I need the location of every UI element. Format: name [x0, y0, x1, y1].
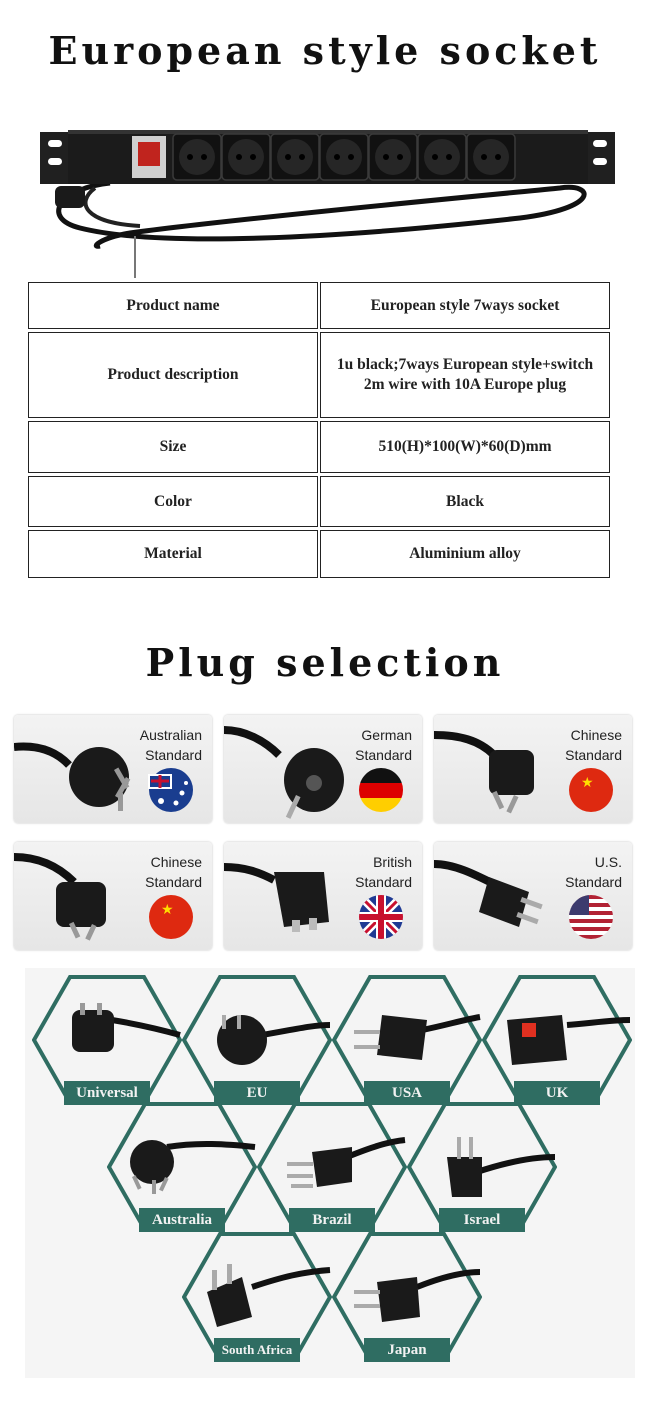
- hex-south-africa: [182, 1232, 332, 1362]
- spec-label-product-description: Product description: [28, 332, 318, 418]
- hex-label: USA: [364, 1081, 450, 1105]
- plug-card-german: German Standard: [224, 715, 422, 823]
- hex-label: Australia: [139, 1208, 225, 1232]
- hex-label: Israel: [439, 1208, 525, 1232]
- spec-value-size: 510(H)*100(W)*60(D)mm: [320, 421, 610, 473]
- hex-brazil: [257, 1102, 407, 1232]
- plug-card-british: British Standard: [224, 842, 422, 950]
- china-flag-icon: [569, 768, 613, 812]
- uk-flag-icon: [359, 895, 403, 939]
- spec-label-product-name: Product name: [28, 282, 318, 329]
- germany-flag-icon: [359, 768, 403, 813]
- hex-universal: [32, 975, 182, 1105]
- hex-usa: [332, 975, 482, 1105]
- hex-australia: [107, 1102, 257, 1232]
- pdu-socket-image: [40, 128, 615, 278]
- page-title: European style socket: [48, 28, 602, 73]
- hex-japan: [332, 1232, 482, 1362]
- hex-label: EU: [214, 1081, 300, 1105]
- spec-value-product-name: European style 7ways socket: [320, 282, 610, 329]
- usa-flag-icon: [569, 895, 613, 939]
- spec-value-material: Aluminium alloy: [320, 530, 610, 578]
- spec-label-color: Color: [28, 476, 318, 527]
- plug-card-australian: Australian Standard: [14, 715, 212, 823]
- plug-card-us: U.S. Standard: [434, 842, 632, 950]
- hex-label: Universal: [64, 1081, 150, 1105]
- china-flag-icon: [149, 895, 193, 939]
- spec-value-product-description: 1u black;7ways European style+switch 2m wire with 10A Europe plug: [320, 332, 610, 418]
- hex-label: Japan: [364, 1338, 450, 1362]
- svg-text:★: ★: [581, 775, 594, 791]
- hex-israel: [407, 1102, 557, 1232]
- plug-selection-title: Plug selection: [145, 640, 505, 685]
- australia-flag-icon: [149, 768, 193, 812]
- hex-uk: [482, 975, 632, 1105]
- spec-label-size: Size: [28, 421, 318, 473]
- plug-card-chinese-1: ★ Chinese Standard: [434, 715, 632, 823]
- hex-label: Brazil: [289, 1208, 375, 1232]
- spec-value-color: Black: [320, 476, 610, 527]
- svg-text:★: ★: [161, 902, 174, 918]
- plug-card-chinese-2: ★ Chinese Standard: [14, 842, 212, 950]
- hex-label: South Africa: [214, 1338, 300, 1362]
- spec-label-material: Material: [28, 530, 318, 578]
- hex-label: UK: [514, 1081, 600, 1105]
- hex-eu: [182, 975, 332, 1105]
